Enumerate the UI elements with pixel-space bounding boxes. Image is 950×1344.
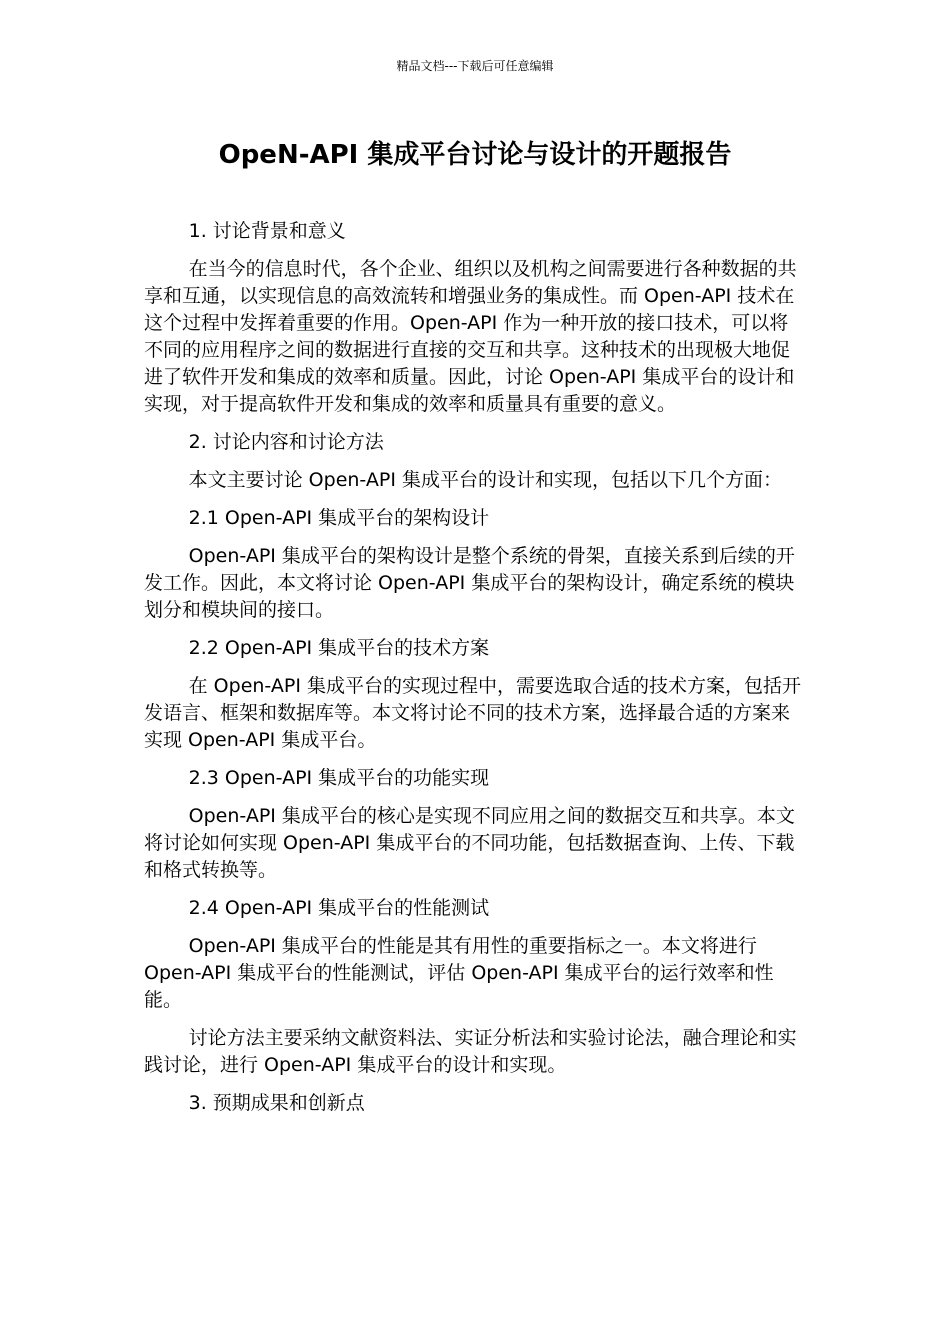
paragraph-technical-plan: 在 Open-API 集成平台的实现过程中，需要选取合适的技术方案，包括开发语言、框架和数据库等。本文将讨论不同的技术方案，选择最合适的方案来实现 Open-API 集成平台。 — [144, 675, 801, 751]
header-note: 精品文档---下载后可任意编辑 — [396, 59, 554, 73]
paragraph-content-intro: 本文主要讨论 Open-API 集成平台的设计和实现，包括以下几个方面： — [188, 469, 782, 491]
subsection-heading-technical-plan: 2.2 Open-API 集成平台的技术方案 — [188, 637, 490, 659]
document-title: OpeN-API 集成平台讨论与设计的开题报告 — [218, 140, 732, 170]
paragraph-architecture: Open-API 集成平台的架构设计是整个系统的骨架，直接关系到后续的开发工作。因此，本文将讨论 Open-API 集成平台的架构设计，确定系统的模块划分和模块间的接口。 — [144, 545, 795, 621]
paragraph-functions: Open-API 集成平台的核心是实现不同应用之间的数据交互和共享。本文将讨论如何实现 Open-API 集成平台的不同功能，包括数据查询、上传、下载和格式转换等。 — [144, 805, 795, 881]
section-heading-background: 1. 讨论背景和意义 — [188, 220, 346, 242]
subsection-heading-functions: 2.3 Open-API 集成平台的功能实现 — [188, 767, 490, 789]
paragraph-background: 在当今的信息时代，各个企业、组织以及机构之间需要进行各种数据的共享和互通，以实现信息的高效流转和增强业务的集成性。而 Open-API 技术在这个过程中发挥着重要的作用。Open-API 作为一种开放的接口技术，可以将不同的应用程序之间的数据进行直接的交互和共享。这种技术的出现极大地促进了软件开发和集成的效率和质量。因此，讨论 Open-API 集成平台的设计和实现，对于提高软件开发和集成的效率和质量具有重要的意义。 — [144, 258, 797, 415]
subsection-heading-performance: 2.4 Open-API 集成平台的性能测试 — [188, 897, 490, 919]
document-body — [144, 218, 804, 1128]
section-heading-content-methods: 2. 讨论内容和讨论方法 — [188, 431, 384, 453]
paragraph-methods: 讨论方法主要采纳文献资料法、实证分析法和实验讨论法，融合理论和实践讨论，进行 Open-API 集成平台的设计和实现。 — [144, 1027, 797, 1076]
subsection-heading-architecture: 2.1 Open-API 集成平台的架构设计 — [188, 507, 490, 529]
paragraph-performance: Open-API 集成平台的性能是其有用性的重要指标之一。本文将进行 Open-API 集成平台的性能测试，评估 Open-API 集成平台的运行效率和性能。 — [144, 935, 774, 1011]
section-heading-expected-results: 3. 预期成果和创新点 — [188, 1092, 365, 1114]
